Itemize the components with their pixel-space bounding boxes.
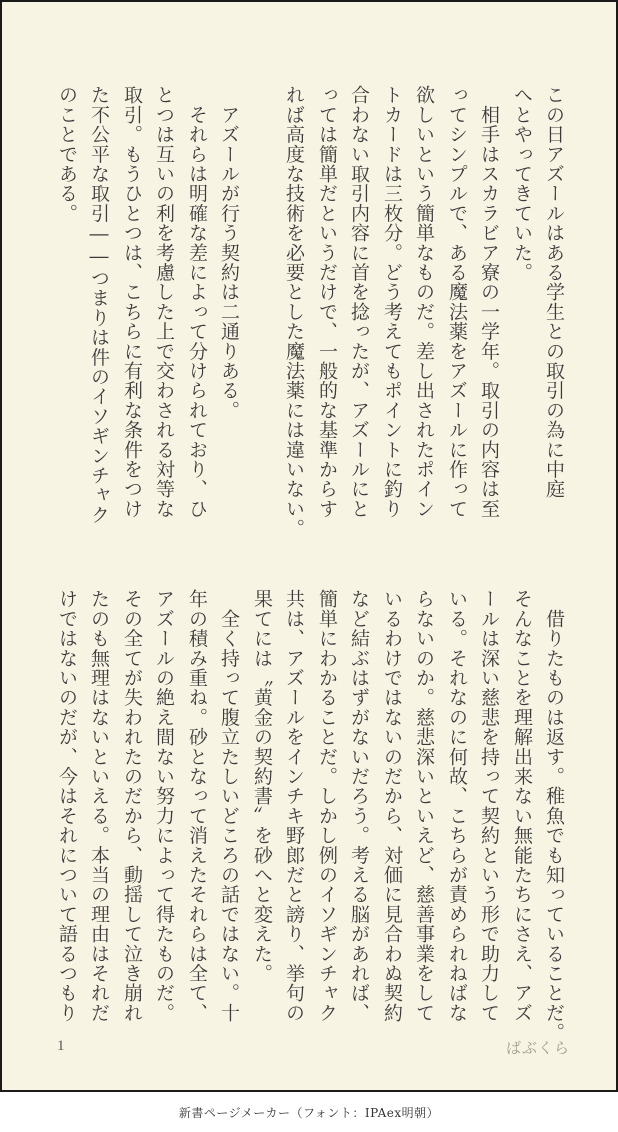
text-line: 簡単にわかることだ。しかし例のイソギンチャク (316, 589, 338, 1023)
text-line: けではないのだが、今はそれについて語るつもり (56, 589, 78, 1023)
page-number: 1 (57, 1038, 65, 1054)
text-line: など結ぶはずがないだろう。考える脳があれば、 (348, 589, 370, 1023)
text-line: ってシンプルで、ある魔法薬をアズールに作って (446, 85, 468, 519)
text-line: れば高度な技術を必要とした魔法薬には違いない。 (283, 85, 305, 539)
text-line: っては簡単だというだけで、一般的な基準からす (316, 85, 338, 519)
text-line: 相手はスカラビア寮の一学年。取引の内容は至 (478, 85, 500, 519)
text-line: のことである。 (56, 85, 78, 223)
text-line: 果てには〝黄金の契約書〟を砂へと変えた。 (251, 589, 273, 983)
text-line: 欲しいという簡単なものだ。差し出されたポイン (413, 85, 435, 519)
text-line: トカードは三枚分。どう考えてもポイントに釣り (381, 85, 403, 519)
text-line: 全く持って腹立たしいどころの話ではない。十 (218, 589, 240, 1023)
text-line: 年の積み重ね。砂となって消えたそれらは全て、 (186, 589, 208, 1023)
text-line: た不公平な取引――つまりは件のイソギンチャク (88, 85, 110, 525)
text-line: アズールの絶え間ない努力によって得たものだ。 (153, 589, 175, 1023)
text-line: いる。それなのに何故、こちらが責められねばな (446, 589, 468, 1023)
text-line: この日アズールはある学生との取引の為に中庭 (543, 85, 565, 499)
text-line: アズールが行う契約は二通りある。 (218, 85, 240, 420)
text-line: そんなことを理解出来ない無能たちにさえ、アズ (511, 589, 533, 1023)
text-line: それらは明確な差によって分けられており、ひ (186, 85, 208, 519)
text-line: 借りたものは返す。稚魚でも知っていることだ。 (543, 589, 565, 1043)
text-line: へとやってきていた。 (511, 85, 533, 282)
text-line: 共は、アズールをインチキ野郎だと謗り、挙句の (283, 589, 305, 1023)
text-line: いるわけではないのだから、対価に見合わぬ契約 (381, 589, 403, 1023)
text-line: とつは互いの利を考慮した上で交わされる対等な (153, 85, 175, 519)
text-line: たのも無理はないといえる。本当の理由はそれだ (88, 589, 110, 1023)
text-line: その全てが失われたのだから、動揺して泣き崩れ (121, 589, 143, 1023)
text-line: ールは深い慈悲を持って契約という形で助力して (478, 589, 500, 1023)
author-name: ばぶくら (506, 1039, 571, 1057)
text-line: 取引。もうひとつは、こちらに有利な条件をつけ (121, 85, 143, 519)
footer-credit: 新書ページメーカー（フォント：IPAex明朝） (178, 1106, 440, 1120)
text-line: らないのか。慈悲深いといえど、慈善事業をして (413, 589, 435, 1023)
text-line: 合わない取引内容に首を捻ったが、アズールにと (348, 85, 370, 519)
